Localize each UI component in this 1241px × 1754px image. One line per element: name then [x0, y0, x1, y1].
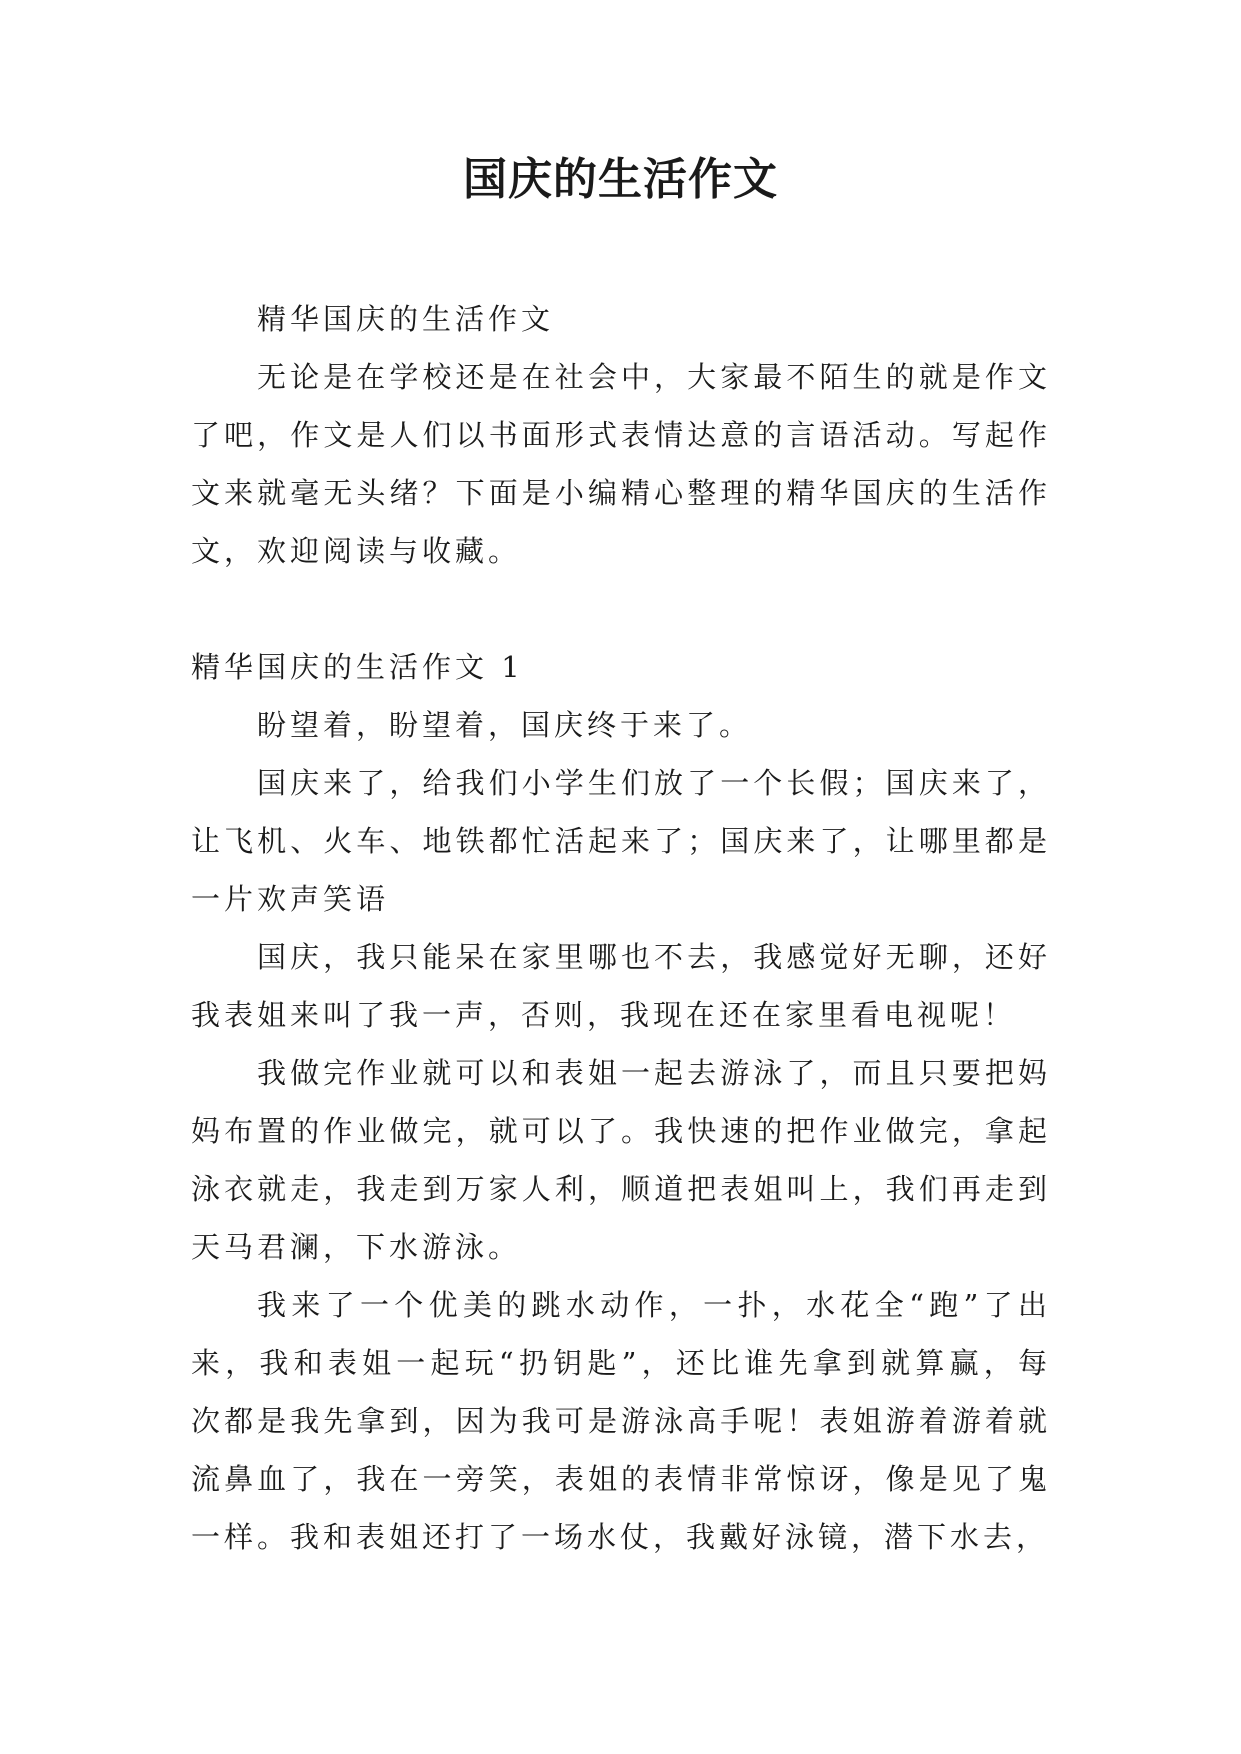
body-paragraph-4: 我做完作业就可以和表姐一起去游泳了，而且只要把妈妈布置的作业做完，就可以了。我快速的把作业做完，拿起泳衣就走，我走到万家人利，顺道把表姐叫上，我们再走到天马君澜，下水游泳。	[191, 1056, 1051, 1264]
intro-paragraph: 无论是在学校还是在社会中，大家最不陌生的就是作文了吧，作文是人们以书面形式表情达意的言语活动。写起作文来就毫无头绪？下面是小编精心整理的精华国庆的生活作文，欢迎阅读与收藏。	[191, 360, 1051, 568]
body-paragraph-5: 我来了一个优美的跳水动作，一扑，水花全“跑”了出来，我和表姐一起玩“扔钥匙”，还比谁先拿到就算赢，每次都是我先拿到，因为我可是游泳高手呢！表姐游着游着就流鼻血了，我在一旁笑，表姐的表情非常惊讶，像是见了鬼一样。我和表姐还打了一场水仗，我戴好泳镜，潜下水去，	[191, 1288, 1051, 1554]
section-heading: 精华国庆的生活作文 1	[191, 650, 524, 684]
body-paragraph-1: 盼望着，盼望着，国庆终于来了。	[257, 708, 753, 742]
body-paragraph-2: 国庆来了，给我们小学生们放了一个长假；国庆来了，让飞机、火车、地铁都忙活起来了；国庆来了，让哪里都是一片欢声笑语	[191, 766, 1051, 916]
document-subtitle: 精华国庆的生活作文	[257, 302, 555, 336]
body-paragraph-3: 国庆，我只能呆在家里哪也不去，我感觉好无聊，还好我表姐来叫了我一声，否则，我现在还在家里看电视呢！	[191, 940, 1051, 1032]
document-body	[191, 290, 1051, 1566]
document-title: 国庆的生活作文	[463, 154, 778, 205]
